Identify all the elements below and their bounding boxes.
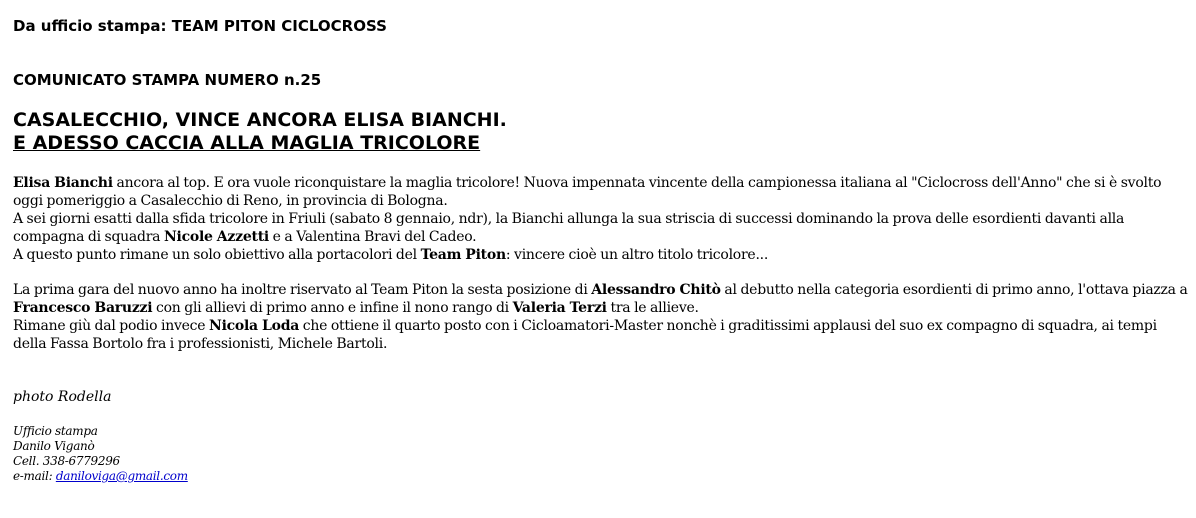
paragraph-text: A sei giorni esatti dalla sfida tricolore in Friuli (sabato 8 gennaio, ndr), la Bianchi allunga la sua striscia di successi dominando la prova delle esordienti davanti alla compagna di squadra bbox=[13, 211, 1125, 245]
contact-block bbox=[13, 424, 188, 484]
rider-name: Valeria Terzi bbox=[512, 300, 607, 316]
paragraph-text: con gli allievi di primo anno e infine il nono rango di bbox=[152, 300, 513, 316]
headline-line-1: CASALECCHIO, VINCE ANCORA ELISA BIANCHI. bbox=[13, 109, 507, 131]
press-office-line: Da ufficio stampa: TEAM PITON CICLOCROSS bbox=[13, 17, 387, 35]
team-name: Team Piton bbox=[420, 247, 506, 263]
rider-name: Nicola Loda bbox=[209, 318, 300, 334]
rider-name: Francesco Baruzzi bbox=[13, 300, 153, 316]
paragraph-1 bbox=[13, 174, 1189, 210]
paragraph-text: Rimane giù dal podio invece bbox=[13, 318, 210, 334]
photo-credit: photo Rodella bbox=[13, 389, 112, 405]
paragraph-text: e a Valentina Bravi del Cadeo. bbox=[268, 229, 477, 245]
paragraph-text: tra le allieve. bbox=[606, 300, 699, 316]
paragraph-2 bbox=[13, 210, 1189, 246]
paragraph-text: La prima gara del nuovo anno ha inoltre riservato al Team Piton la sesta posizione di bbox=[13, 282, 592, 298]
paragraph-5 bbox=[13, 317, 1189, 353]
rider-name: Alessandro Chitò bbox=[591, 282, 721, 298]
paragraph-text: : vincere cioè un altro titolo tricolore... bbox=[505, 247, 769, 263]
contact-person: Danilo Viganò bbox=[13, 439, 95, 453]
paragraph-3 bbox=[13, 246, 1189, 264]
headline bbox=[13, 109, 507, 155]
paragraph-text: al debutto nella categoria esordienti di primo anno, l'ottava piazza a bbox=[720, 282, 1188, 298]
paragraph-4 bbox=[13, 281, 1189, 317]
body-block-1 bbox=[13, 174, 1189, 264]
body-block-2 bbox=[13, 281, 1189, 353]
contact-email-row bbox=[13, 469, 188, 484]
rider-name: Nicole Azzetti bbox=[163, 229, 269, 245]
rider-name: Elisa Bianchi bbox=[13, 175, 113, 191]
paragraph-text: A questo punto rimane un solo obiettivo alla portacolori del bbox=[13, 247, 421, 263]
paragraph-text: ancora al top. E ora vuole riconquistare la maglia tricolore! Nuova impennata vincente della campionessa italiana al "Ciclocross dell'Anno" che si è svolto oggi pomeriggio a Casalecchio di Reno, in provincia di Bologna. bbox=[13, 175, 1162, 209]
contact-phone: Cell. 338-6779296 bbox=[13, 454, 120, 468]
paragraph-text: che ottiene il quarto posto con i Cicloamatori-Master nonchè i graditissimi applausi del suo ex compagno di squadra, ai tempi della Fassa Bortolo fra i professionisti, Michele Bartoli. bbox=[13, 318, 1157, 352]
release-number: COMUNICATO STAMPA NUMERO n.25 bbox=[13, 71, 322, 89]
email-link[interactable]: daniloviga@gmail.com bbox=[55, 469, 188, 483]
email-label: e-mail: bbox=[13, 469, 56, 483]
contact-office: Ufficio stampa bbox=[13, 424, 98, 438]
headline-line-2: E ADESSO CACCIA ALLA MAGLIA TRICOLORE bbox=[13, 132, 481, 154]
